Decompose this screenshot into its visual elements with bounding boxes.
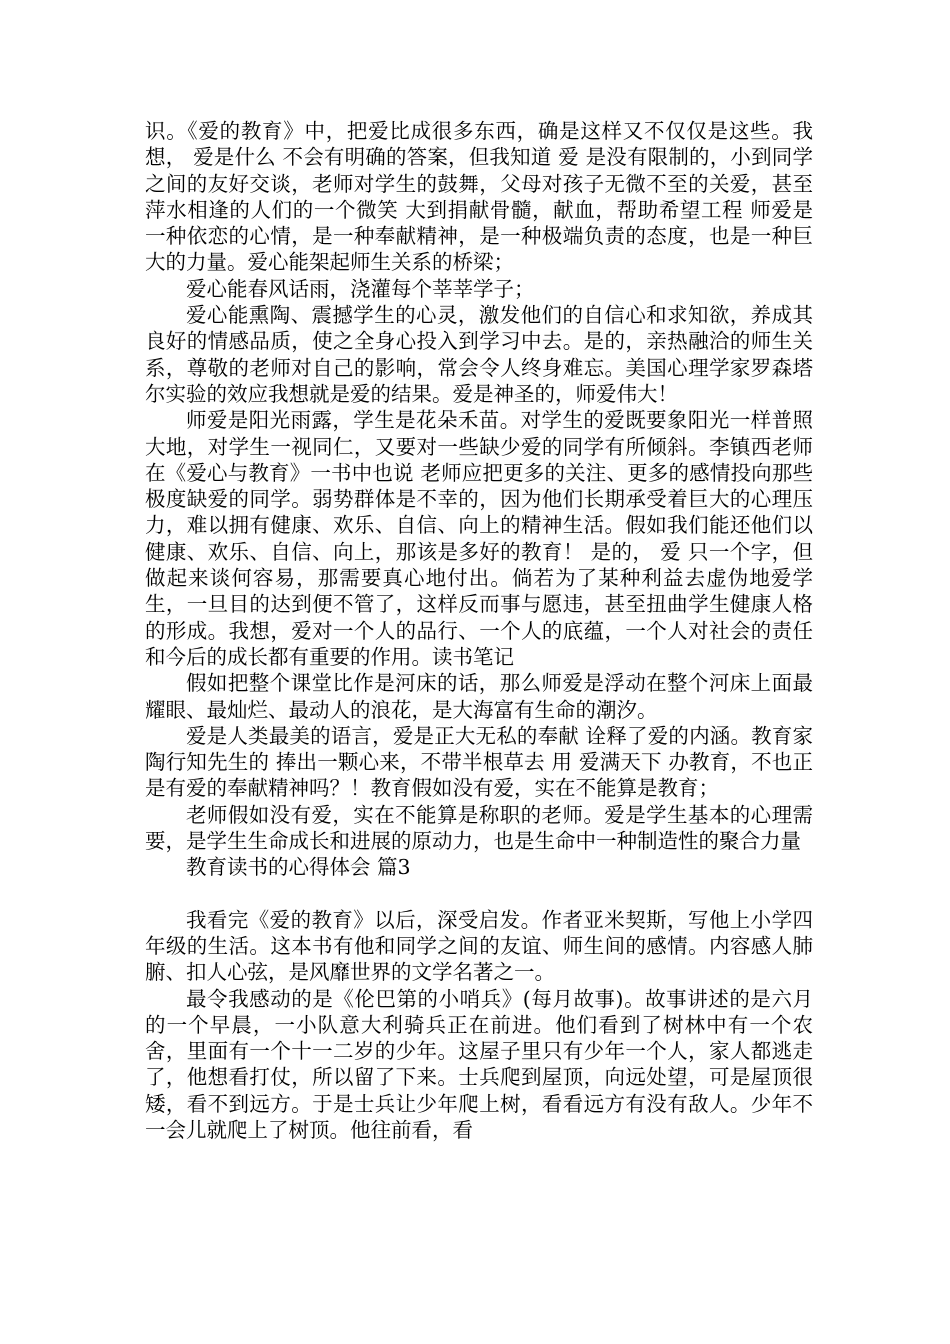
paragraph: 师爱是阳光雨露，学生是花朵禾苗。对学生的爱既要象阳光一样普照大地，对学生一视同仁，又要对一些缺少爱的同学有所倾斜。李镇西老师在《爱心与教育》一书中也说 老师应把更多的关注、更多的感情投向那些极度缺爱的同学。弱势群体是不幸的，因为他们长期承受着巨大的心理压力，难以拥有健康、欢乐、自信、向上的精神生活。假如我们能还他们以健康、欢乐、自信、向上，那该是多好的教育！ 是的， 爱 只一个字，但做起来谈何容易，那需要真心地付出。倘若为了某种利益去虚伪地爱学生，一旦目的达到便不管了，这样反而事与愿违，甚至扭曲学生健康人格的形成。我想，爱对一个人的品行、一个人的底蕴，一个人对社会的责任和今后的成长都有重要的作用。读书笔记 xyxy=(145,408,813,669)
paragraph: 爱是人类最美的语言，爱是正大无私的奉献 诠释了爱的内涵。教育家陶行知先生的 捧出一颗心来，不带半根草去 用 爱满天下 办教育，不也正是有爱的奉献精神吗？！教育假如没有爱，实在不能算是教育； xyxy=(145,723,813,801)
paragraph: 假如把整个课堂比作是河床的话，那么师爱是浮动在整个河床上面最耀眼、最灿烂、最动人的浪花，是大海富有生命的潮汐。 xyxy=(145,671,813,722)
body-before xyxy=(145,118,813,854)
section-heading: 教育读书的心得体会 篇3 xyxy=(186,855,411,880)
paragraph: 识。《爱的教育》中，把爱比成很多东西，确是这样又不仅仅是这些。我想， 爱是什么 不会有明确的答案，但我知道 爱 是没有限制的，小到同学之间的友好交谈，老师对学生的鼓舞，父母对孩子无微不至的关爱，甚至萍水相逢的人们的一个微笑 大到捐献骨髓，献血，帮助希望工程 师爱是一种依恋的心情，是一种奉献精神，是一种极端负责的态度，也是一种巨大的力量。爱心能架起师生关系的桥梁； xyxy=(145,119,813,275)
paragraph: 爱心能春风话雨，浇灌每个莘莘学子； xyxy=(186,276,535,301)
section-spacer xyxy=(145,881,813,907)
paragraph: 老师假如没有爱，实在不能算是称职的老师。爱是学生基本的心理需要，是学生生命成长和进展的原动力，也是生命中一种制造性的聚合力量 xyxy=(145,802,813,854)
document-page xyxy=(145,118,813,1143)
paragraph: 我看完《爱的教育》以后，深受启发。作者亚米契斯，写他上小学四年级的生活。这本书有他和同学之间的友谊、师生间的感情。内容感人肺腑、扣人心弦，是风靡世界的文学名著之一。 xyxy=(145,907,813,985)
paragraph: 爱心能熏陶、震撼学生的心灵，激发他们的自信心和求知欲，养成其良好的情感品质，使之全身心投入到学习中去。是的，亲热融洽的师生关系，尊敬的老师对自己的影响，常会令人终身难忘。美国心理学家罗森塔尔实验的效应我想就是爱的结果。爱是神圣的，师爱伟大！ xyxy=(145,303,813,406)
body-after xyxy=(145,907,813,1144)
paragraph: 最令我感动的是《伦巴第的小哨兵》(每月故事)。故事讲述的是六月的一个早晨，一小队意大利骑兵正在前进。他们看到了树林中有一个农舍，里面有一个十一二岁的少年。这屋子里只有少年一个人，家人都逃走了，他想看打仗，所以留了下来。士兵爬到屋顶，向远处望，可是屋顶很矮，看不到远方。于是士兵让少年爬上树，看看远方有没有敌人。少年不一会儿就爬上了树顶。他往前看，看 xyxy=(145,986,813,1142)
